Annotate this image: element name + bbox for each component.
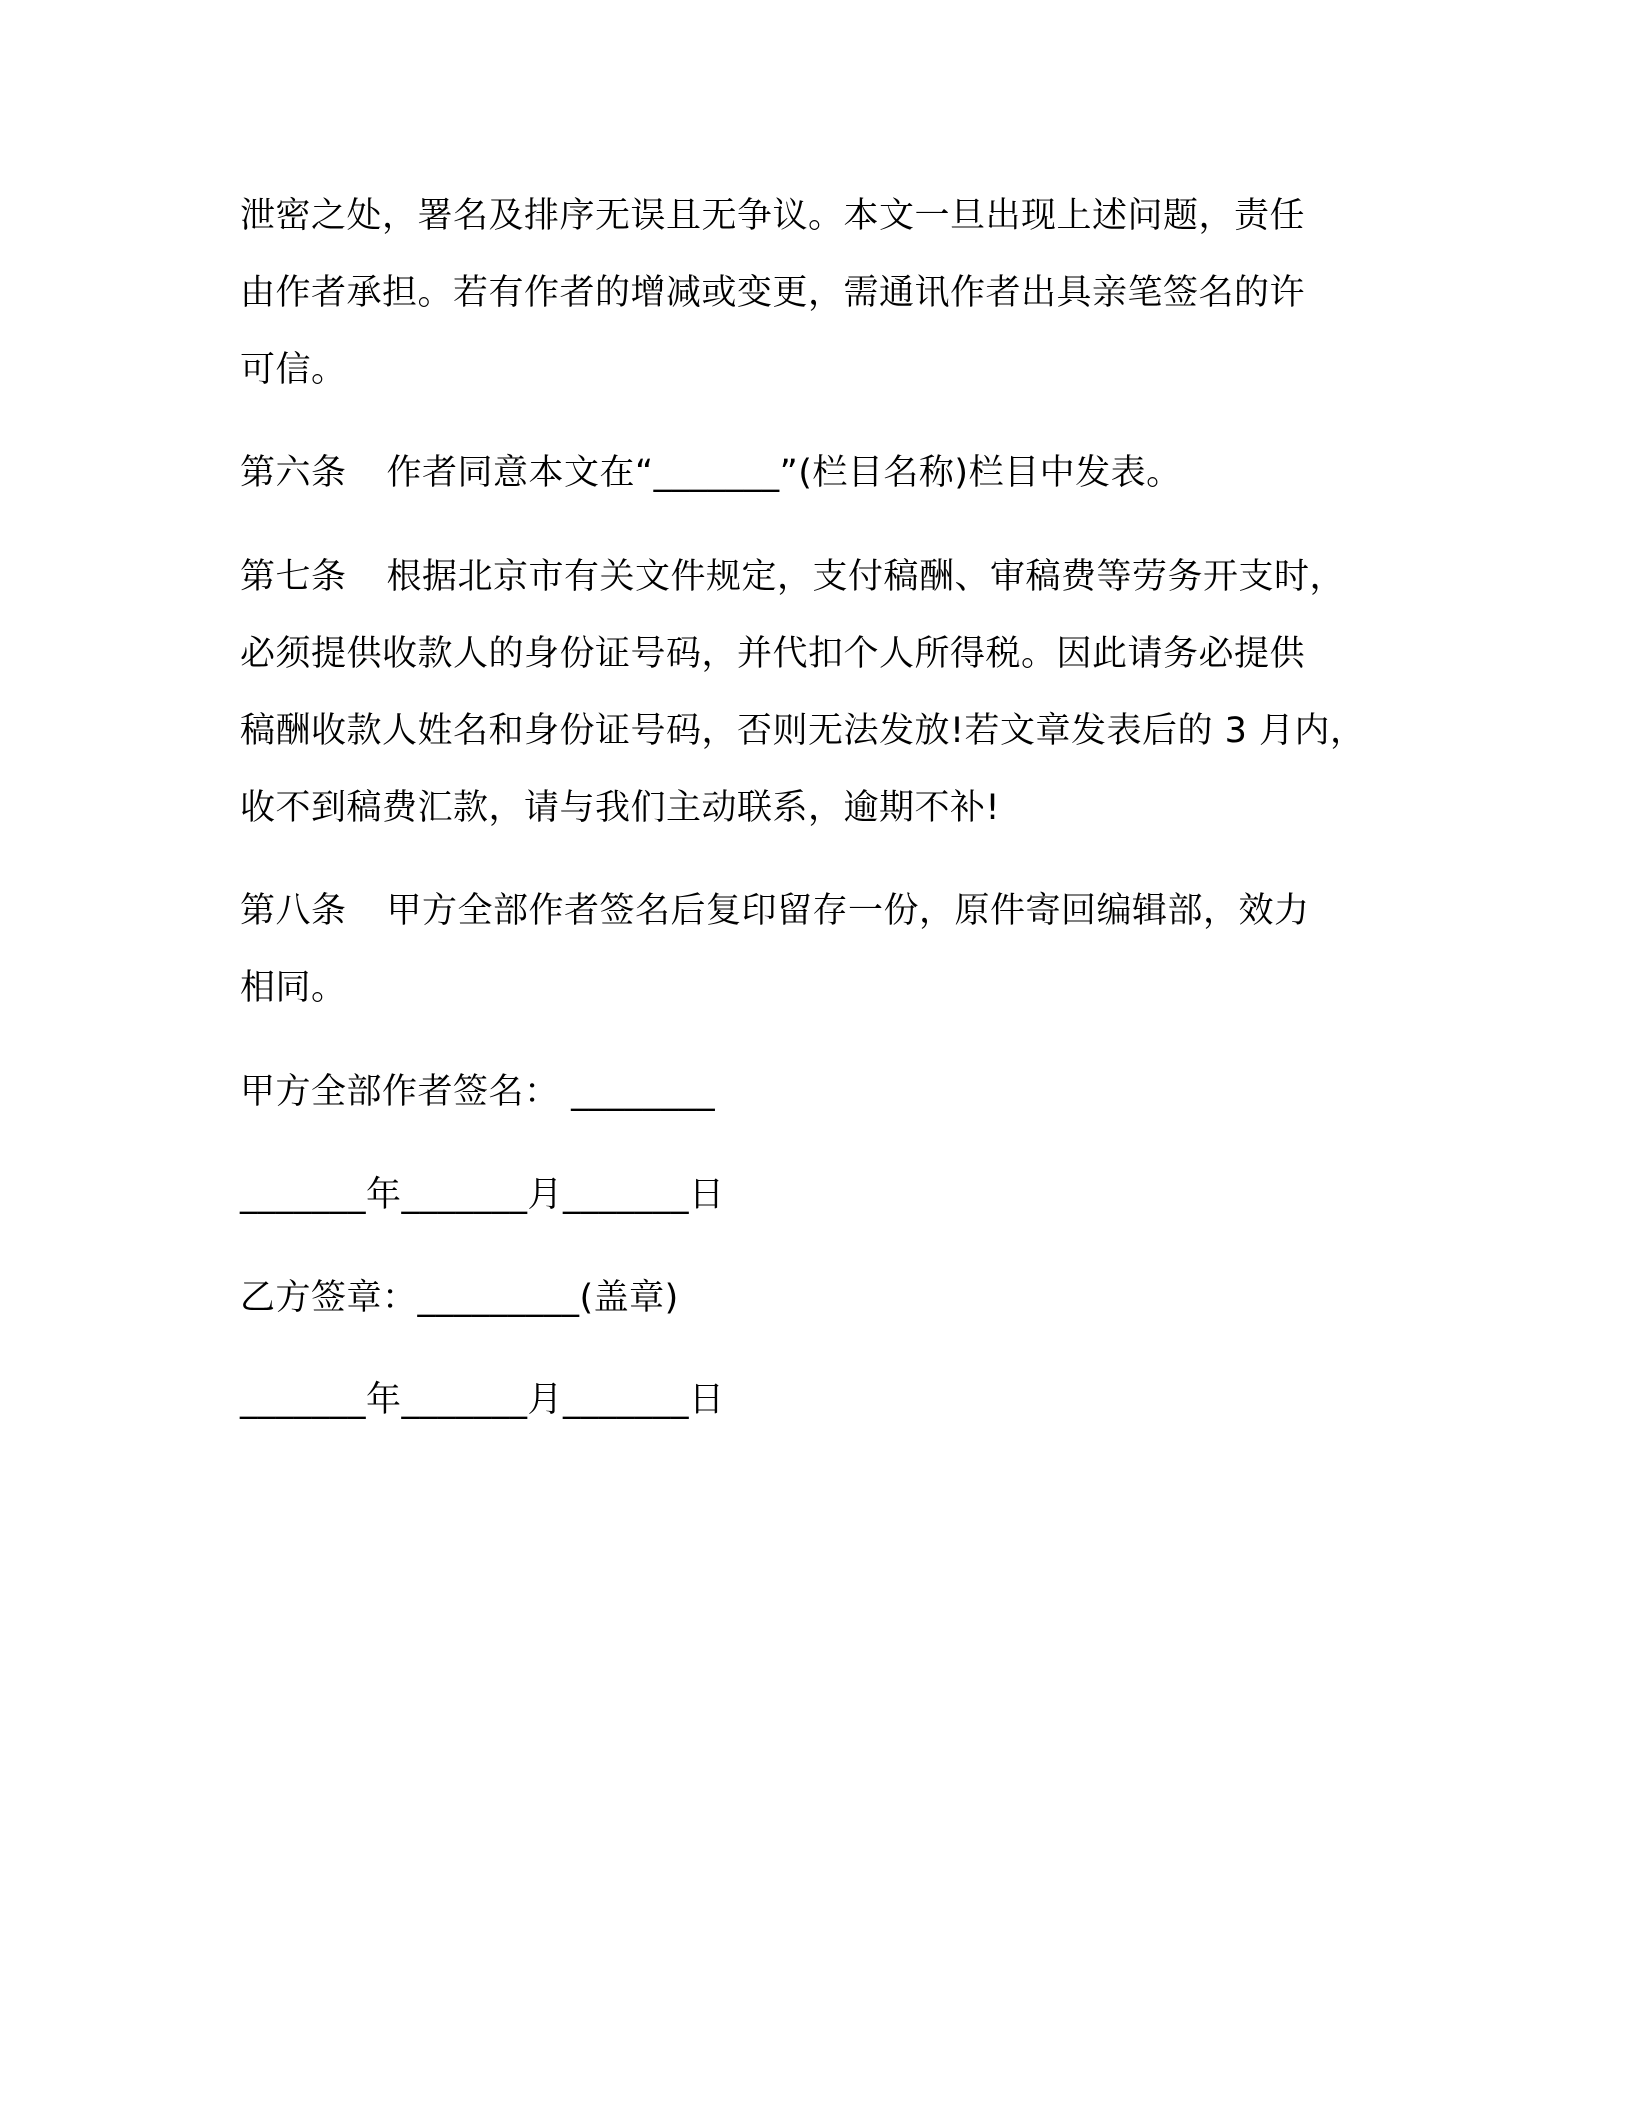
article-8-label: 第八条 xyxy=(240,891,347,931)
article-8-line-2: 相同。 xyxy=(240,968,347,1008)
article-6 xyxy=(240,451,1182,495)
article-6-text: 作者同意本文在“_______”(栏目名称)栏目中发表。 xyxy=(386,453,1182,493)
article-7-text-1: 根据北京市有关文件规定，支付稿酬、审稿费等劳务开支时， xyxy=(386,557,1346,597)
article-7 xyxy=(240,555,1345,599)
party-a-date: _______年_______月_______日 xyxy=(240,1175,725,1215)
continuation-line-3: 可信。 xyxy=(240,350,347,390)
article-7-line-4: 收不到稿费汇款，请与我们主动联系，逾期不补! xyxy=(240,788,1001,828)
continuation-line-2: 由作者承担。若有作者的增减或变更，需通讯作者出具亲笔签名的许 xyxy=(240,273,1306,313)
party-b-date: _______年_______月_______日 xyxy=(240,1380,725,1420)
article-6-label: 第六条 xyxy=(240,453,347,493)
article-7-label: 第七条 xyxy=(240,557,347,597)
party-a-signature: 甲方全部作者签名： ________ xyxy=(240,1072,716,1112)
continuation-line-1: 泄密之处，署名及排序无误且无争议。本文一旦出现上述问题，责任 xyxy=(240,196,1306,236)
article-7-line-2: 必须提供收款人的身份证号码，并代扣个人所得税。因此请务必提供 xyxy=(240,634,1306,674)
article-8 xyxy=(240,889,1310,933)
party-b-seal: 乙方签章：_________(盖章) xyxy=(240,1278,679,1318)
article-7-line-3: 稿酬收款人姓名和身份证号码，否则无法发放!若文章发表后的 3 月内， xyxy=(240,711,1366,751)
article-8-text-1: 甲方全部作者签名后复印留存一份，原件寄回编辑部，效力 xyxy=(386,891,1310,931)
